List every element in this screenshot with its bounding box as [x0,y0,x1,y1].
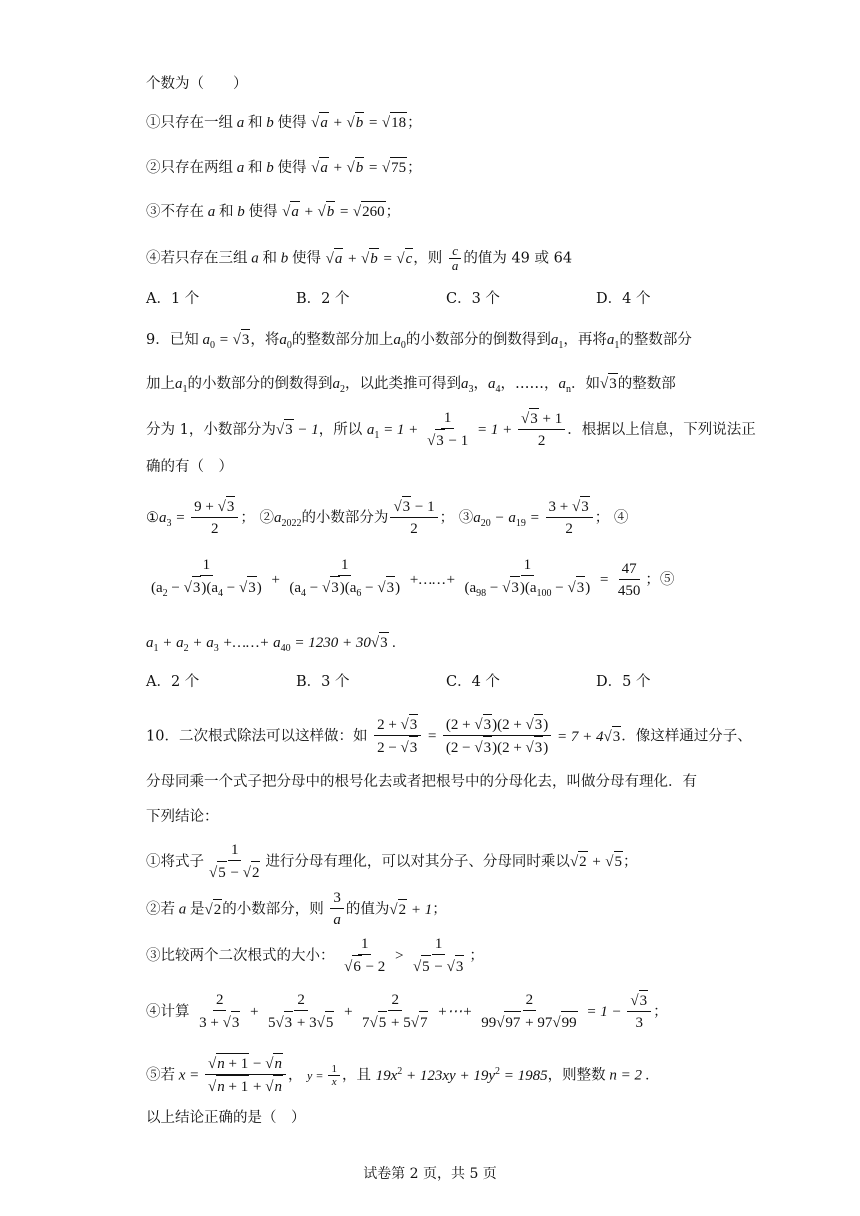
q8-statement-2: ②只存在两组 a 和 b 使得 √a + √b = √75； [146,157,422,178]
q10-conclusion-4: ④计算 $\frac{2}{3 + √3}$ + $\frac{2}{5√3 + 3√5}$ + $\frac{2}{7√5 + 5√7}$ +⋯+ $\frac{2}{99√97 + 97√99}$ = 1 − $\frac{√3}{3}$ ； [146,990,668,1034]
q9-line-2: 加上$a_1$的小数部分的倒数得到$a_2$，以此类推可得到$a_3$，$a_4$，……，$a_n$．如√3的整数部 [146,373,676,400]
q10-intro: 10．二次根式除法可以这样做：如 $\frac{2 + √3}{2 - √3}$ = $\frac{(2 + √3)(2 + √3)}{(2 - √3)(2 + √3)}$ = 7 + 4√3．像这样通过分子、 [146,714,752,759]
q8-tail: 个数为（ ） [146,76,248,92]
q9-option-c[interactable]: C．4 个 [446,674,500,690]
q9-line-1: 9．已知 $a_0 = √3$，将$a_0$的整数部分加上$a_0$的小数部分的倒数得到$a_1$，再将$a_1$的整数部分 [146,329,692,356]
q8-statement-4: ④若只存在三组 a 和 b 使得 √a + √b = √c，则 $\frac{c}{a}$ 的值为 49 或 64 [146,243,573,273]
q8-statement-3: ③不存在 a 和 b 使得 √a + √b = √260； [146,201,400,222]
q9-option-b[interactable]: B．3 个 [296,674,350,690]
q10-line-2: 分母同乘一个式子把分母中的根号化去或者把根号中的分母化去，叫做分母有理化．有 [146,774,697,790]
q10-conclusion-5: ⑤若 x = $\frac{√n + 1 - √n}{√n + 1 + √n}$ ， y = $\frac{1}{x}$ ，且 $19x^2 + 123xy + 19y^2 = 1985$，则整数 n = 2 . [146,1053,649,1098]
q9-line-3: 分为 1，小数部分为√3 − 1，所以 $a_1 = 1$ + $\frac{1}{√3 - 1}$ = 1 + $\frac{√3 + 1}{2}$ ．根据以上信息，下列说法正 [146,408,756,452]
q10-conclusion-3: ③比较两个二次根式的大小： $\frac{1}{√6 - 2}$ > $\frac{1}{√5 - √3}$ ； [146,934,484,978]
q8-option-a[interactable]: A．1 个 [146,291,200,307]
q9-statement-5: $a_1 + a_2 + a_3$ +……+ $a_{40} = 1230 + 30√3$ . [146,632,396,659]
q10-line-3: 下列结论： [146,809,219,825]
q8-option-b[interactable]: B．2 个 [296,291,350,307]
q10-question: 以上结论正确的是（ ） [146,1110,306,1126]
q10-conclusion-2: ②若 a 是√2的小数部分，则 $\frac{3}{a}$ 的值为√2 + 1； [146,890,447,928]
q9-line-4: 确的有（ ） [146,459,233,475]
q8-statement-1: ①只存在一组 a 和 b 使得 √a + √b = √18； [146,112,422,133]
q8-option-c[interactable]: C．3 个 [446,291,500,307]
q9-option-a[interactable]: A．2 个 [146,674,200,690]
q10-conclusion-1: ①将式子 $\frac{1}{√5 - √2}$ 进行分母有理化，可以对其分子、分母同时乘以√2 + √5； [146,840,638,884]
q9-statement-4-sum: $\frac{1}{(a_2 - √3)(a_4 - √3)}$ + $\frac{1}{(a_4 - √3)(a_6 - √3)}$ +……+ $\frac{1}{(a_{98} - √3)(a_{100} - √3)}$ = $\frac{47}{450}$ ；⑤ [151,557,675,599]
q8-option-d[interactable]: D．4 个 [596,291,651,307]
page-footer: 试卷第 2 页，共 5 页 [363,1166,497,1182]
q9-option-d[interactable]: D．5 个 [596,674,651,690]
q9-statements-1-4: $①a_3$ = $\frac{9 + √3}{2}$ ； $②a_{2022}$的小数部分为 $\frac{√3 - 1}{2}$ ； $③a_{20} - a_{19}$ = $\frac{3 + √3}{2}$ ； ④ [146,496,628,540]
